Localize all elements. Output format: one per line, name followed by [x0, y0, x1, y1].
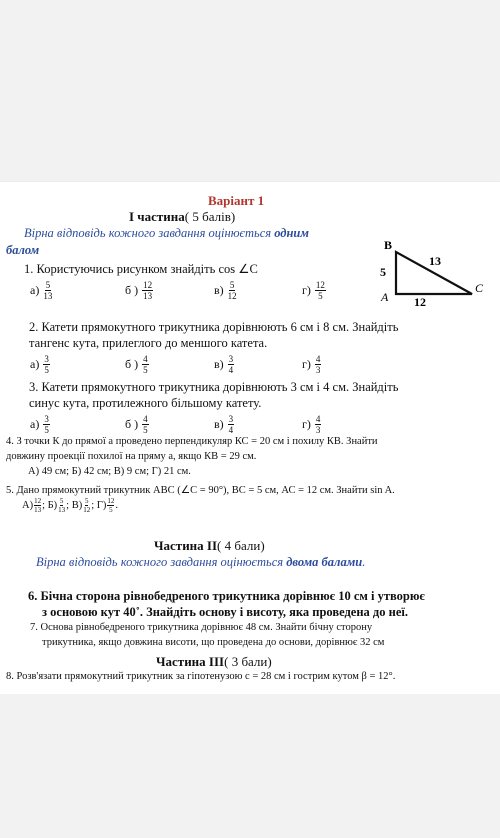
part2-points: ( 4 бали) — [217, 538, 265, 553]
part1-title: І частина — [129, 209, 185, 224]
vertex-a-label: A — [381, 290, 389, 304]
q1-option-d-fraction: $\frac{12}{5}$ — [315, 280, 325, 301]
q1-option-b-fraction: $\frac{12}{13}$ — [143, 280, 153, 301]
question-4-options[interactable]: А) 49 см; Б) 42 см; В) 9 см; Г) 21 см. — [28, 466, 191, 477]
q2-option-b-fraction: $\frac{4}{5}$ — [143, 354, 148, 375]
q5-option-d[interactable]: Г) $\frac{12}{5}$ . — [96, 497, 118, 514]
q5-option-a[interactable]: А) $\frac{12}{13}$ ; — [22, 497, 48, 514]
q1-option-a-fraction: $\frac{5}{13}$ — [43, 280, 53, 301]
question-1-text: 1. Користуючись рисунком знайдіть cos ∠C — [24, 262, 258, 276]
hypotenuse-label: 13 — [429, 254, 441, 268]
part2-title: Частина ІІ — [154, 538, 218, 553]
question-5-text: 5. Дано прямокутний трикутник АВС (∠С = 90°), ВС = 5 см, АС = 12 см. Знайти sin A. — [6, 485, 395, 496]
part1-instr-text: Вірна відповідь кожного завдання оцінюється — [24, 226, 272, 240]
question-2-line-2: тангенс кута, прилеглого до меншого катета. — [29, 336, 268, 350]
horizontal-leg-label: 12 — [414, 295, 426, 306]
triangle-figure — [374, 238, 490, 306]
q2-option-b[interactable]: б ) $\frac{4}{5}$ — [125, 354, 148, 375]
question-4-line-1: 4. З точки К до прямої а проведено перпендикуляр КС = 20 см і похилу КВ. Знайти — [6, 436, 378, 447]
question-6-line-1: 6. Бічна сторона рівнобедреного трикутника дорівнює 10 см і утворює — [28, 589, 425, 603]
q1-option-c[interactable] — [214, 280, 237, 301]
part1-instr-bold: одним — [274, 226, 309, 240]
q5-option-c[interactable]: В) $\frac{5}{12}$ ; — [71, 497, 97, 514]
part2-instr-bold: двома балами — [286, 555, 363, 569]
question-6-line-2: з основою кут 40˚. Знайдіть основу і висоту, яка проведена до неї. — [42, 605, 408, 619]
q3-option-c[interactable]: в) $\frac{3}{4}$ — [214, 414, 234, 435]
q3-option-a-fraction: $\frac{3}{5}$ — [44, 414, 49, 435]
part1-instr-end: балом — [6, 243, 40, 257]
q2-option-a[interactable]: а) $\frac{3}{5}$ — [30, 354, 49, 375]
question-8-text: 8. Розв'язати прямокутний трикутник за гіпотенузою с = 28 см і гострим кутом β = 12°. — [6, 671, 396, 682]
part2-instr-text: Вірна відповідь кожного завдання оцінюється — [36, 555, 284, 569]
q1-option-c-fraction: $\frac{5}{12}$ — [227, 280, 237, 301]
q3-option-d[interactable]: г) $\frac{4}{3}$ — [302, 414, 321, 435]
question-3-line-1: 3. Катети прямокутного трикутника дорівнюють 3 см і 4 см. Знайдіть — [29, 380, 399, 394]
question-7-line-2: трикутника, якщо довжина висоти, що проведена до основи, дорівнює 32 см — [42, 637, 385, 648]
top-blank-area — [0, 0, 500, 182]
part1-instruction — [24, 226, 309, 241]
part2-heading — [154, 538, 265, 554]
q1-option-a-letter: а) — [30, 283, 40, 297]
q3-option-b-fraction: $\frac{4}{5}$ — [143, 414, 148, 435]
q1-option-a[interactable] — [30, 280, 52, 301]
question-4-line-2: довжину проекції похилої на пряму а, якщо КВ = 29 см. — [6, 451, 257, 462]
part1-points: ( 5 балів) — [184, 209, 236, 224]
q1-option-c-letter: в) — [214, 283, 224, 297]
q1-option-d[interactable] — [302, 280, 326, 301]
part3-points: ( 3 бали) — [224, 654, 272, 669]
part1-heading — [129, 209, 235, 225]
variant-title: Варіант 1 — [208, 193, 265, 208]
bottom-blank-area — [0, 694, 500, 838]
q5-option-b[interactable]: Б) $\frac{5}{13}$ ; — [47, 497, 72, 514]
part3-heading — [156, 654, 272, 670]
q1-option-b[interactable] — [125, 280, 153, 301]
question-2-line-1: 2. Катети прямокутного трикутника дорівнюють 6 см і 8 см. Знайдіть — [29, 320, 399, 334]
q2-option-d-fraction: $\frac{4}{3}$ — [315, 354, 321, 375]
vertex-c-label: C — [475, 281, 484, 295]
q3-option-c-fraction: $\frac{3}{4}$ — [228, 414, 234, 435]
vertical-leg-label: 5 — [380, 265, 386, 279]
q2-option-d[interactable]: г) $\frac{4}{3}$ — [302, 354, 321, 375]
question-5-options — [22, 497, 118, 514]
q1-option-d-letter: г) — [302, 283, 311, 297]
q2-option-c-fraction: $\frac{3}{4}$ — [228, 354, 234, 375]
question-3-line-2: синус кута, протилежного більшому катету. — [29, 396, 262, 410]
part2-instruction: Вірна відповідь кожного завдання оцінюється двома балами. — [36, 555, 366, 569]
part3-title: Частина ІІІ — [156, 654, 225, 669]
q1-option-b-letter: б ) — [125, 283, 139, 297]
vertex-b-label: B — [384, 238, 393, 252]
q3-option-d-fraction: $\frac{4}{3}$ — [315, 414, 321, 435]
q2-option-c[interactable]: в) $\frac{3}{4}$ — [214, 354, 234, 375]
q3-option-b[interactable]: б ) $\frac{4}{5}$ — [125, 414, 148, 435]
q3-option-a[interactable]: а) $\frac{3}{5}$ — [30, 414, 49, 435]
question-7-line-1: 7. Основа рівнобедреного трикутника дорівнює 48 см. Знайти бічну сторону — [30, 622, 373, 633]
q2-option-a-fraction: $\frac{3}{5}$ — [44, 354, 49, 375]
